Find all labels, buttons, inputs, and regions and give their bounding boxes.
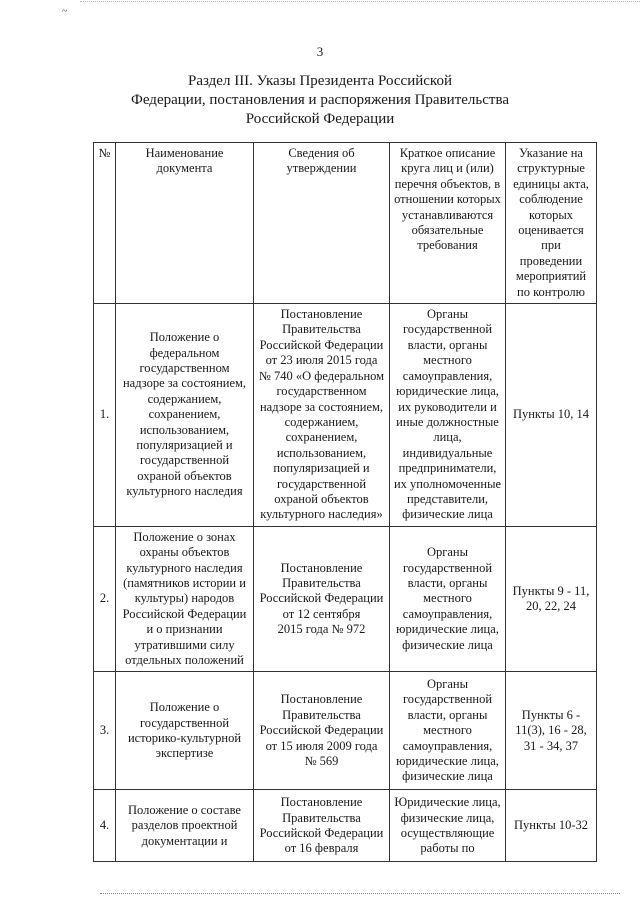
row-document-name <box>116 790 254 862</box>
cell-line: Краткое описание <box>399 146 496 160</box>
cell-line: 2015 года № 972 <box>277 622 366 637</box>
cell-line: их руководители и <box>398 399 497 414</box>
cell-line: самоуправления, <box>402 368 493 383</box>
cell-line: физические лица <box>402 769 493 784</box>
cell-line: физические лица <box>402 637 493 652</box>
cell-line: государственной <box>402 692 493 707</box>
page-number: 3 <box>316 44 324 59</box>
table-row <box>94 790 597 862</box>
cell-line: Положение о составе <box>128 802 241 817</box>
cell-line: охраны объектов <box>139 545 230 560</box>
cell-line: работы по <box>420 841 475 856</box>
cell-line: содержанием, <box>147 391 222 406</box>
cell-line: юридические лица, <box>396 384 499 399</box>
header-cell-clauses <box>506 143 597 304</box>
table-row <box>94 304 597 527</box>
row-persons-description <box>390 304 506 527</box>
heading-line: Российской Федерации <box>245 111 395 127</box>
row-persons-description <box>390 790 506 862</box>
cell-line: историко-культурной <box>127 730 242 745</box>
cell-line: лица, <box>433 430 462 445</box>
cell-line: самоуправления, <box>402 606 493 621</box>
cell-line: Пункты 6 - <box>521 707 581 722</box>
cell-line: № <box>98 146 111 160</box>
cell-line: федеральном <box>149 345 220 360</box>
cell-line: использованием, <box>276 445 367 460</box>
cell-line: № 740 «О федеральном <box>258 368 385 383</box>
table-row <box>94 526 597 672</box>
cell-line: документации и <box>141 833 228 848</box>
cell-line: представители, <box>406 491 489 506</box>
cell-line: местного <box>423 591 472 606</box>
cell-line: которых <box>529 207 573 222</box>
cell-line: мероприятий <box>515 269 587 284</box>
cell-line: надзоре за состоянием, <box>122 376 247 391</box>
row-clauses <box>506 790 597 862</box>
cell-line: Положение о зонах <box>133 529 236 544</box>
cell-line: Правительства <box>282 575 361 590</box>
cell-line: устанавливаются <box>401 207 494 222</box>
cell-line: содержанием, <box>284 414 359 429</box>
scan-bottom-line <box>100 893 620 894</box>
cell-line: 11(3), 16 - 28, <box>515 723 587 738</box>
row-document-name <box>116 526 254 672</box>
cell-line: физические лица, <box>400 810 495 825</box>
cell-line: Положение о <box>149 700 220 715</box>
row-document-name <box>116 304 254 527</box>
row-clauses <box>506 526 597 672</box>
cell-line: их уполномоченные <box>393 476 502 491</box>
cell-line: Сведения об <box>288 146 355 160</box>
cell-line: перечня объектов, в <box>394 176 501 191</box>
cell-line: сохранением, <box>285 430 358 445</box>
cell-line: Пункты 10-32 <box>513 818 589 833</box>
row-number: 3. <box>94 672 116 790</box>
cell-line: Указание на <box>519 146 583 160</box>
cell-line: власти, органы <box>407 575 488 590</box>
cell-line: Органы <box>426 307 469 322</box>
cell-line: структурные <box>517 161 585 176</box>
cell-line: сохранением, <box>148 407 221 422</box>
heading-line: Федерации, постановления и распоряжения Правительства <box>131 92 509 108</box>
cell-line: утверждении <box>286 161 357 176</box>
cell-line: государственной <box>402 322 493 337</box>
header-cell-persons <box>390 143 506 304</box>
cell-line: по контролю <box>517 284 585 299</box>
cell-line: Органы <box>426 545 469 560</box>
header-cell-approval <box>254 143 390 304</box>
cell-line: самоуправления, <box>402 738 493 753</box>
cell-line: обязательные <box>411 223 484 238</box>
cell-line: охраной объектов <box>274 491 369 506</box>
row-approval-info <box>254 526 390 672</box>
section-heading <box>90 72 550 129</box>
row-number: 1. <box>94 304 116 527</box>
cell-line: документа <box>156 161 213 176</box>
cell-line: Органы <box>426 676 469 691</box>
cell-line: охраной объектов <box>137 468 232 483</box>
cell-line: культурного наследия <box>126 560 243 575</box>
cell-line: Правительства <box>282 322 361 337</box>
cell-line: оценивается <box>518 223 584 238</box>
row-persons-description <box>390 672 506 790</box>
cell-line: от 15 июля 2009 года <box>265 738 378 753</box>
cell-line: культурного наследия <box>126 484 243 499</box>
row-clauses <box>506 672 597 790</box>
row-document-name <box>116 672 254 790</box>
cell-line: власти, органы <box>407 337 488 352</box>
cell-line: юридические лица, <box>396 754 499 769</box>
table-row <box>94 672 597 790</box>
cell-line: 20, 22, 24 <box>526 599 576 614</box>
cell-line: Российской Федерации <box>259 591 384 606</box>
cell-line: осуществляющие <box>400 825 495 840</box>
header-cell-name <box>116 143 254 304</box>
cell-line: Правительства <box>282 810 361 825</box>
cell-line: Постановление <box>280 692 363 707</box>
cell-line: Юридические лица, <box>394 795 501 810</box>
row-approval-info <box>254 672 390 790</box>
cell-line: культурного наследия» <box>260 507 383 522</box>
cell-line: круга лиц и (или) <box>401 161 494 176</box>
cell-line: отношении которых <box>394 192 501 207</box>
cell-line: 31 - 34, 37 <box>523 738 579 753</box>
header-cell-number <box>94 143 116 304</box>
row-clauses <box>506 304 597 527</box>
cell-line: Пункты 9 - 11, <box>512 583 590 598</box>
cell-line: Постановление <box>280 560 363 575</box>
cell-line: государственном <box>139 360 230 375</box>
scan-corner-mark: ~ <box>62 6 68 17</box>
cell-line: Российской Федерации <box>122 606 247 621</box>
cell-line: Постановление <box>280 307 363 322</box>
cell-line: отдельных положений <box>125 653 244 667</box>
cell-line: проведении <box>519 253 583 268</box>
cell-line: разделов проектной <box>131 818 238 833</box>
cell-line: при <box>541 238 561 253</box>
cell-line: Пункты 10, 14 <box>512 407 590 422</box>
cell-line: надзоре за состоянием, <box>259 399 384 414</box>
cell-line: Российской Федерации <box>259 723 384 738</box>
cell-line: (памятников истории и <box>123 575 246 590</box>
cell-line: юридические лица, <box>396 622 499 637</box>
cell-line: экспертизе <box>155 746 214 761</box>
cell-line: предприниматели, <box>398 461 497 476</box>
row-approval-info <box>254 304 390 527</box>
cell-line: государственной <box>139 453 230 468</box>
table-header-row <box>94 143 597 304</box>
row-number: 4. <box>94 790 116 862</box>
cell-line: от 12 сентября <box>282 606 361 621</box>
cell-line: государственной <box>402 560 493 575</box>
cell-line: популяризацией и <box>273 461 370 476</box>
cell-line: Наименование <box>145 146 224 160</box>
cell-line: соблюдение <box>519 192 583 207</box>
cell-line: и о признании <box>146 622 223 637</box>
cell-line: требования <box>417 238 478 253</box>
cell-line: культуры) народов <box>134 591 235 606</box>
cell-line: от 23 июля 2015 года <box>265 353 378 368</box>
cell-line: Постановление <box>280 795 363 810</box>
cell-line: Положение о <box>149 330 220 345</box>
table-body <box>94 143 597 862</box>
cell-line: популяризацией и <box>136 438 233 453</box>
cell-line: единицы акта, <box>513 176 589 191</box>
cell-line: Российской Федерации <box>259 825 384 840</box>
cell-line: № 569 <box>304 754 339 769</box>
cell-line: государственной <box>276 476 367 491</box>
row-approval-info <box>254 790 390 862</box>
cell-line: Правительства <box>282 707 361 722</box>
cell-line: местного <box>423 723 472 738</box>
cell-line: индивидуальные <box>402 445 493 460</box>
row-number: 2. <box>94 526 116 672</box>
cell-line: от 16 февраля <box>284 841 359 856</box>
documents-table <box>93 142 597 862</box>
cell-line: иные должностные <box>396 414 499 429</box>
row-persons-description <box>390 526 506 672</box>
cell-line: местного <box>423 353 472 368</box>
cell-line: физические лица <box>402 507 493 522</box>
cell-line: государственной <box>139 715 230 730</box>
cell-line: использованием, <box>139 422 230 437</box>
heading-line: Раздел III. Указы Президента Российской <box>188 73 452 89</box>
cell-line: утратившими силу <box>134 637 235 652</box>
cell-line: Российской Федерации <box>259 337 384 352</box>
scan-edge-line <box>80 1 640 2</box>
cell-line: государственном <box>276 384 367 399</box>
cell-line: власти, органы <box>407 707 488 722</box>
